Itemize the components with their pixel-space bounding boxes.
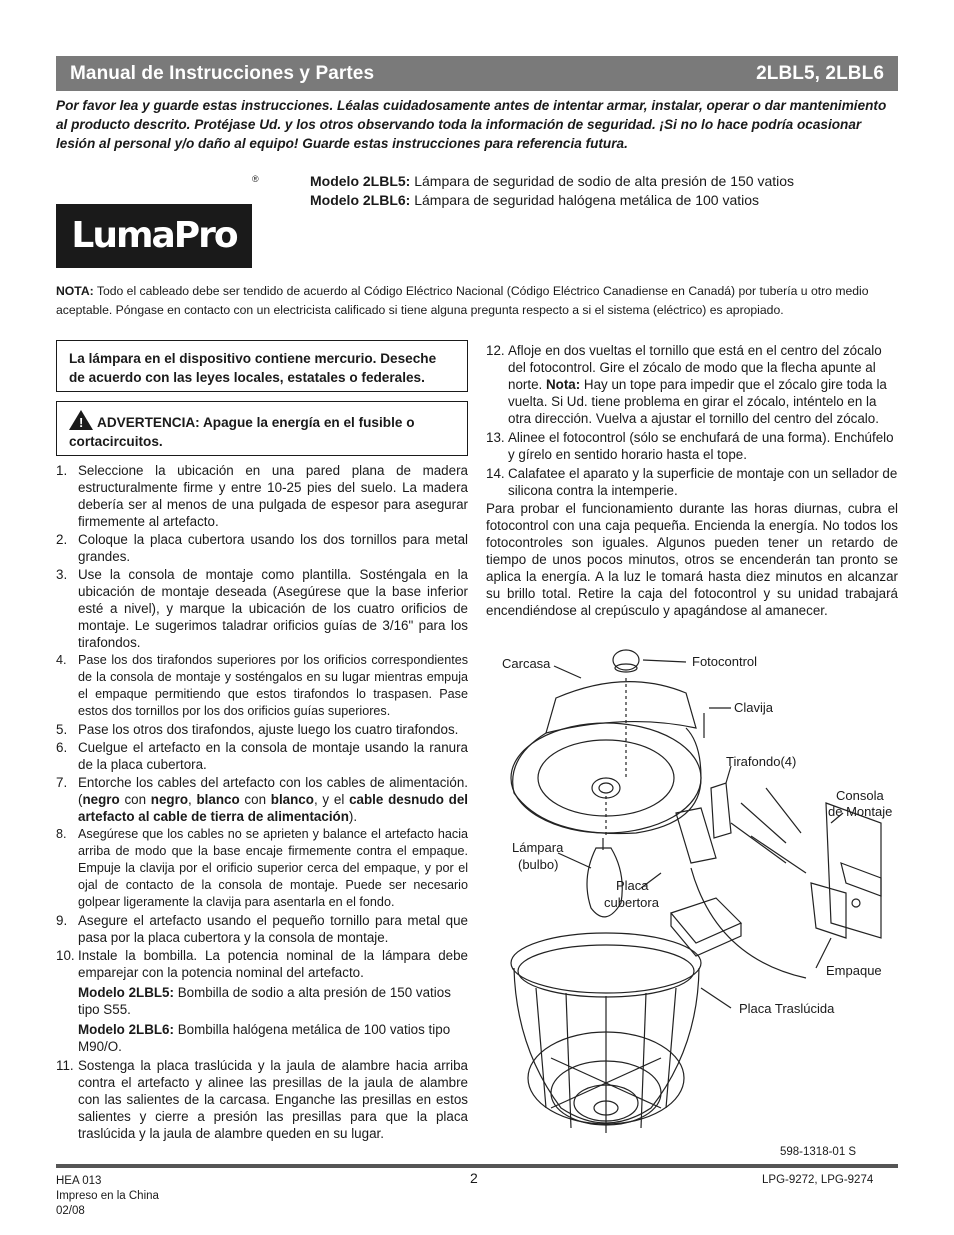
- step-2: 2. Coloque la placa cubertora usando los dos tornillos para metal grandes.: [56, 532, 468, 564]
- socket: [592, 778, 620, 798]
- photocontrol-shape: [613, 650, 639, 670]
- step-6: 6. Cuelgue el artefacto en la consola de montaje usando la ranura de la placa cubertora.: [56, 740, 468, 772]
- label-lampara: Lámpara: [512, 840, 564, 855]
- step-12: 12. Afloje en dos vueltas el tornillo que está en el centro del zócalo del fotocontrol. Gire el zócalo de modo que la flecha apunte al norte. Nota: Hay un tope para impedir que el zócalo gire toda la vuelta. Si Ud. tiene problema en girar el zócalo, inténtelo en la otra dirección. Vuelva a ajustar el tornillo del centro del zócalo.: [486, 343, 887, 426]
- footer-rule: [56, 1164, 898, 1168]
- lumapro-logo: [56, 176, 252, 268]
- label-de-montaje: de Montaje: [828, 804, 893, 819]
- step-5: 5. Pase los otros dos tirafondos, ajuste luego los cuatro tirafondos.: [56, 722, 459, 737]
- step-10-model-2lbl6: Modelo 2LBL6: Bombilla halógena metálica de 100 vatios tipo M90/O.: [78, 1022, 451, 1054]
- model-2lbl5: Modelo 2LBL5: Lámpara de seguridad de sodio de alta presión de 150 vatios: [310, 173, 795, 189]
- header-bar: [56, 56, 898, 91]
- footer-left: HEA 013 Impreso en la China 02/08: [56, 1175, 159, 1217]
- label-fotocontrol: Fotocontrol: [692, 654, 758, 669]
- label-empaque: Empaque: [826, 963, 882, 978]
- label-carcasa: Carcasa: [502, 656, 551, 671]
- manual-title: Manual de Instrucciones y Partes: [70, 62, 375, 84]
- step-14: 14. Calafatee el aparato y la superficie de montaje con un sellador de silicona contra la intemperie.: [486, 466, 898, 498]
- housing-top: [546, 682, 696, 733]
- wiring-note: NOTA: Todo el cableado debe ser tendido de acuerdo al Código Eléctrico Nacional (Código Eléctrico Canadiense en Canadá) por tubería u otro medio aceptable. Póngase en contacto con un electricista calificado si tiene alguna pregunta respecto a si el sistema (eléctrico) es apropiado.: [56, 284, 869, 317]
- label-cubertora: cubertora: [604, 895, 659, 910]
- steps-right-column: [486, 342, 898, 501]
- model-numbers: 2LBL5, 2LBL6: [756, 62, 884, 84]
- model-list: [310, 172, 794, 210]
- footer-part-numbers: LPG-9272, LPG-9274: [762, 1174, 874, 1186]
- warning-triangle-icon: [69, 410, 93, 430]
- step-3: 3. Use la consola de montaje como plantilla. Sosténgala en la ubicación de montaje deseada (Asegúrese que la base inferior esté a nivel), y marque la ubicación de los cuatro orificios de montaje. Le sugerimos taladrar orificios guías de 3/16" para los tirafondos.: [56, 567, 468, 650]
- label-placa-traslucida: Placa Traslúcida: [739, 1001, 835, 1016]
- step-1: 1. Seleccione la ubicación en una pared plana de madera estructuralmente firme y entre 10-25 pies del suelo. La madera debería ser al menos de una pulgada de espesor para asegurar firmemente al artefacto.: [56, 463, 468, 529]
- step-7: 7. Entorche los cables del artefacto con los cables de alimentación. (negro con negro, blanco con blanco, y el cable desnudo del artefacto al cable de tierra de alimentación).: [56, 775, 468, 824]
- model-2lbl6: Modelo 2LBL6: Lámpara de seguridad halógena metálica de 100 vatios: [310, 192, 760, 208]
- step-9: 9. Asegure el artefacto usando el pequeño tornillo para metal que pasa por la placa cubertora y la consola de montaje.: [56, 913, 468, 945]
- step-4: 4. Pase los dos tirafondos superiores por los orificios correspondientes de la consola de montaje y sosténgalos en su lugar mientras empuja el empaque permitiendo que estos tirafondos lo traspasen. Pase estos dos tornillos por los dos orificios guías superiores.: [56, 653, 468, 718]
- label-tirafondo: Tirafondo(4): [726, 754, 797, 769]
- step-10-model-2lbl5: Modelo 2LBL5: Bombilla de sodio a alta presión de 150 vatios tipo S55.: [78, 985, 451, 1017]
- lens-rim: [511, 933, 701, 993]
- step-13: 13. Alinee el fotocontrol (sólo se enchufará de una forma). Enchúfelo y gírelo en sentido horario hasta el tope.: [486, 430, 894, 462]
- step-8: 8. Asegúrese que los cables no se aprieten y balance el artefacto hacia arriba de modo que la base encaje firmemente contra el empaque. Empuje la clavija por el orificio superior cerca del empaque, y por el ojal de contacto de la consola de montaje. Puede ser necesario golpear ligeramente la clavija para asentarla en el fondo.: [56, 827, 468, 909]
- intro-warning-text: Por favor lea y guarde estas instrucciones. Léalas cuidadosamente antes de intentar armar, instalar, operar o dar mantenimiento al producto descrito. Protéjase Ud. y los otros observando toda la información de seguridad. ¡Si no lo hace podría ocasionar lesión al personal y/o daño al equipo! Guarde estas instrucciones para referencia futura.: [56, 98, 887, 151]
- label-placa: Placa: [616, 878, 649, 893]
- gasket: [811, 883, 846, 938]
- label-clavija: Clavija: [734, 700, 774, 715]
- exploded-parts-diagram: [486, 638, 898, 1150]
- page-number: 2: [470, 1170, 478, 1186]
- step-10: 10. Instale la bombilla. La potencia nominal de la lámpara debe emparejar con la potencia nominal del artefacto.: [56, 948, 468, 980]
- step-11: 11. Sostenga la placa traslúcida y la jaula de alambre hacia arriba contra el artefacto y alinee las presillas de la jaula de alambre con las salientes de la carcasa. Enganche las presillas en estos salientes y cierre a presión las presillas para que la placa traslúcida y la jaula de alambre queden en su lugar.: [56, 1058, 468, 1141]
- label-bulbo: (bulbo): [518, 857, 559, 872]
- fixture-drawing: [486, 638, 898, 1150]
- steps-left-column: [56, 462, 468, 1143]
- document-code: 598-1318-01 S: [780, 1146, 857, 1158]
- registered-mark: ®: [252, 174, 259, 184]
- logo-wordmark: LumaPro: [56, 204, 252, 268]
- warning-box: !ADVERTENCIA: Apague la energía en el fusible o cortacircuitos.: [56, 401, 468, 456]
- label-consola: Consola: [836, 788, 884, 803]
- test-paragraph: Para probar el funcionamiento durante las horas diurnas, cubra el fotocontrol con una caja pequeña. Encienda la energía. No todos los fotocontroles son iguales. Algunos pueden tener un retardo de tiempo de unos pocos minutos, otros se encenderán tan pronto se aplica la energía. A la luz le tomará hasta diez minutos en alcanzar su brillo total. Retire la caja del fotocontrol y su unidad trabajará encendiéndose al crepúsculo y apagándose al amanecer.: [486, 501, 898, 618]
- mercury-notice-box: La lámpara en el dispositivo contiene mercurio. Deseche de acuerdo con las leyes locales, estatales o federales.: [56, 340, 468, 392]
- mounting-console: [826, 803, 881, 938]
